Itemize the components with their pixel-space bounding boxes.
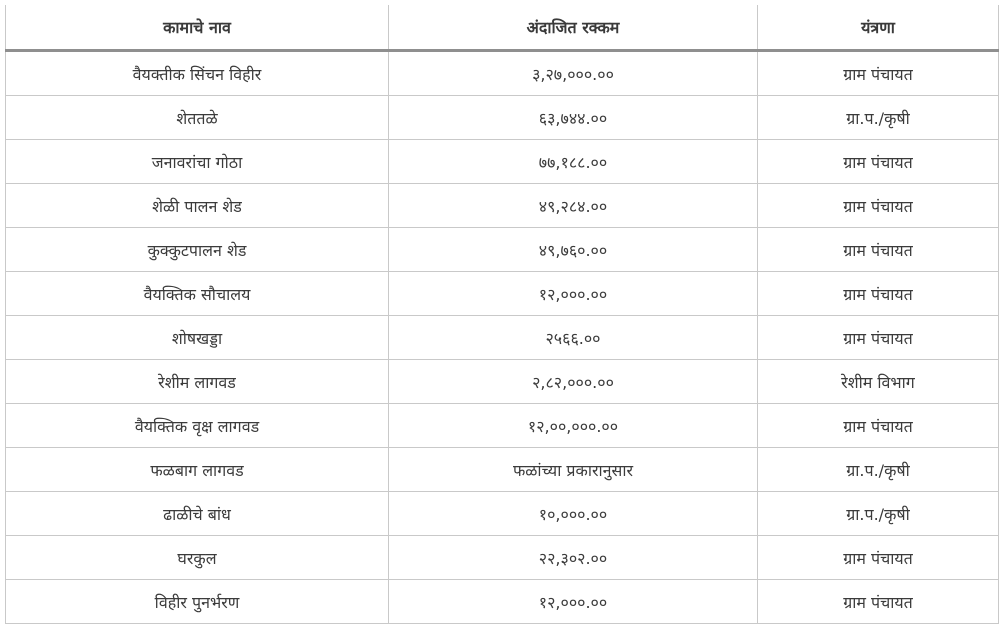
cell-work-name: शोषखड्डा — [6, 316, 389, 360]
table-row — [6, 404, 999, 448]
cell-agency: ग्राम पंचायत — [758, 140, 999, 184]
cell-estimated-amount: ६३,७४४.०० — [389, 96, 758, 140]
cell-estimated-amount: १०,०००.०० — [389, 492, 758, 536]
cell-agency: ग्राम पंचायत — [758, 51, 999, 96]
cell-estimated-amount: २,८२,०००.०० — [389, 360, 758, 404]
works-table-container — [5, 5, 998, 624]
table-body — [6, 51, 999, 624]
header-row — [6, 5, 999, 51]
table-row — [6, 228, 999, 272]
cell-agency: ग्रा.प./कृषी — [758, 96, 999, 140]
cell-work-name: वैयक्तिक सौचालय — [6, 272, 389, 316]
header-estimated-amount: अंदाजित रक्कम — [389, 5, 758, 51]
cell-agency: ग्राम पंचायत — [758, 536, 999, 580]
cell-agency: ग्राम पंचायत — [758, 184, 999, 228]
cell-agency: ग्रा.प./कृषी — [758, 492, 999, 536]
cell-work-name: रेशीम लागवड — [6, 360, 389, 404]
header-work-name: कामाचे नाव — [6, 5, 389, 51]
table-row — [6, 96, 999, 140]
table-row — [6, 316, 999, 360]
cell-work-name: कुक्कुटपालन शेड — [6, 228, 389, 272]
cell-work-name: फळबाग लागवड — [6, 448, 389, 492]
cell-estimated-amount: २५६६.०० — [389, 316, 758, 360]
cell-work-name: शेततळे — [6, 96, 389, 140]
cell-estimated-amount: ४९,२८४.०० — [389, 184, 758, 228]
cell-agency: रेशीम विभाग — [758, 360, 999, 404]
table-row — [6, 448, 999, 492]
cell-agency: ग्राम पंचायत — [758, 580, 999, 624]
table-row — [6, 272, 999, 316]
cell-agency: ग्राम पंचायत — [758, 404, 999, 448]
cell-estimated-amount: ३,२७,०००.०० — [389, 51, 758, 96]
cell-agency: ग्राम पंचायत — [758, 272, 999, 316]
cell-estimated-amount: ४९,७६०.०० — [389, 228, 758, 272]
header-agency: यंत्रणा — [758, 5, 999, 51]
cell-agency: ग्राम पंचायत — [758, 316, 999, 360]
cell-agency: ग्रा.प./कृषी — [758, 448, 999, 492]
cell-work-name: घरकुल — [6, 536, 389, 580]
table-header — [6, 5, 999, 51]
cell-work-name: जनावरांचा गोठा — [6, 140, 389, 184]
table-row — [6, 492, 999, 536]
cell-work-name: शेळी पालन शेड — [6, 184, 389, 228]
cell-estimated-amount: २२,३०२.०० — [389, 536, 758, 580]
cell-estimated-amount: ७७,१८८.०० — [389, 140, 758, 184]
cell-work-name: विहीर पुनर्भरण — [6, 580, 389, 624]
cell-work-name: वैयक्तीक सिंचन विहीर — [6, 51, 389, 96]
table-row — [6, 536, 999, 580]
cell-estimated-amount: १२,०००.०० — [389, 580, 758, 624]
table-row — [6, 580, 999, 624]
table-row — [6, 184, 999, 228]
table-row — [6, 140, 999, 184]
cell-estimated-amount: १२,००,०००.०० — [389, 404, 758, 448]
cell-estimated-amount: फळांच्या प्रकारानुसार — [389, 448, 758, 492]
table-row — [6, 51, 999, 96]
table-row — [6, 360, 999, 404]
cell-estimated-amount: १२,०००.०० — [389, 272, 758, 316]
cell-work-name: ढाळीचे बांध — [6, 492, 389, 536]
cell-agency: ग्राम पंचायत — [758, 228, 999, 272]
cell-work-name: वैयक्तिक वृक्ष लागवड — [6, 404, 389, 448]
works-table — [5, 5, 999, 624]
